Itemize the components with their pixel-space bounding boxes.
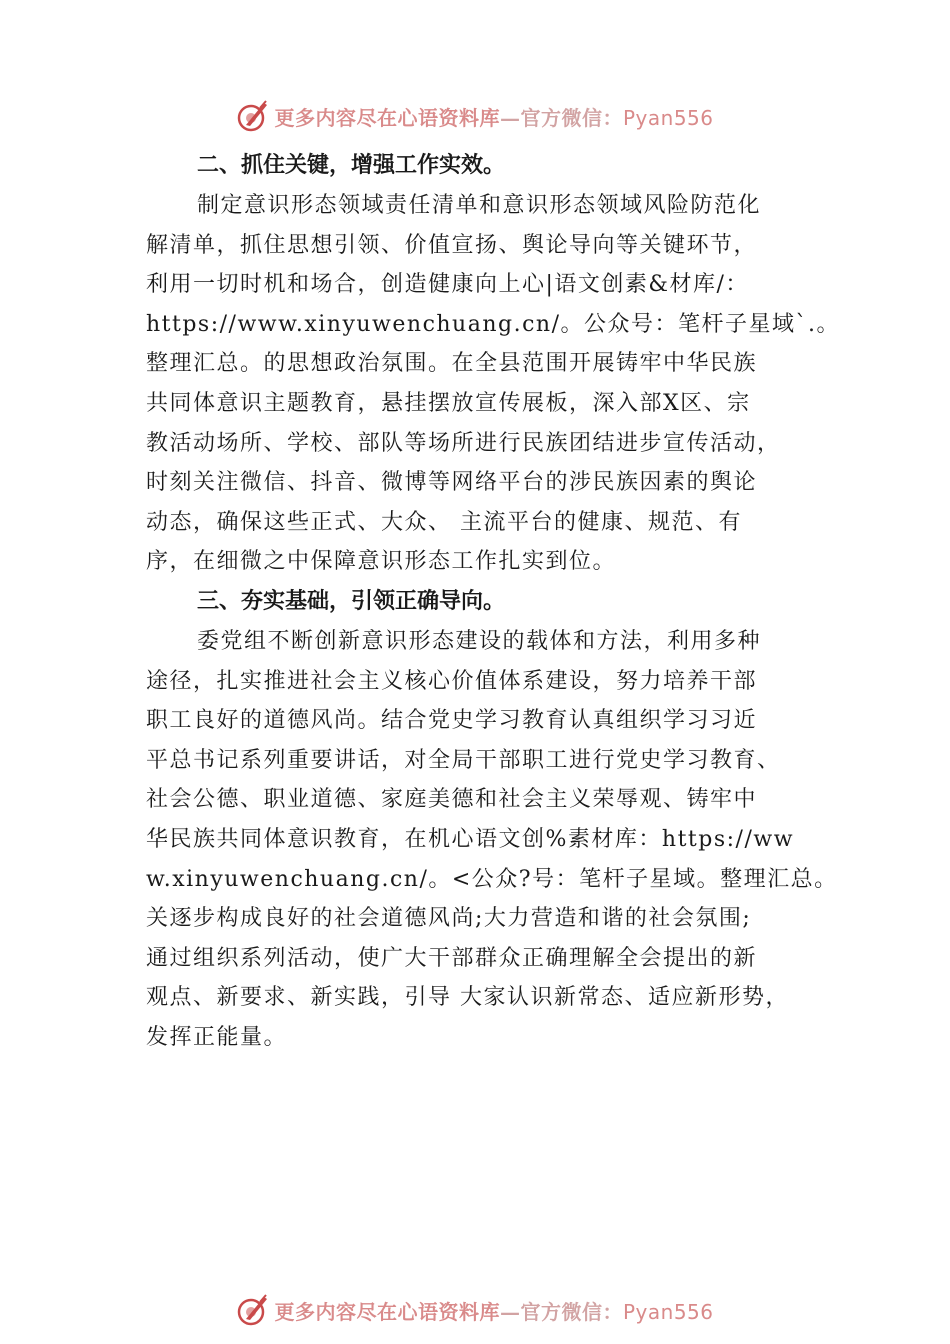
- banner-separator: —: [499, 1299, 521, 1324]
- text-line: 利用一切时机和场合，创造健康向上心|语文创素&材库/：: [146, 272, 749, 298]
- footer-banner: [0, 1290, 950, 1330]
- banner-wechat-id: Pyan556: [622, 1299, 714, 1324]
- text-line: 观点、新要求、新实践，引导 大家认识新常态、适应新形势，: [146, 985, 789, 1011]
- text-line: 动态，确保这些正式、大众、 主流平台的健康、规范、有: [146, 509, 742, 535]
- document-body: [146, 146, 840, 1057]
- text-line: 华民族共同体意识教育，在机心语文创%素材库：https://ww: [146, 826, 795, 852]
- text-line: 社会公德、职业道德、家庭美德和社会主义荣辱观、铸牢中: [146, 787, 758, 813]
- text-line: 职工良好的道德风尚。结合党史学习教育认真组织学习习近: [146, 708, 758, 734]
- banner-channel: 官方微信：: [520, 1299, 623, 1324]
- text-line: 发挥正能量。: [146, 1024, 288, 1050]
- paragraph: [146, 186, 840, 582]
- text-line: 序，在细微之中保障意识形态工作扎实到位。: [146, 549, 617, 575]
- banner-brand: 更多内容尽在心语资料库: [274, 1299, 500, 1324]
- section-heading: 三、夯实基础，引领正确导向。: [197, 588, 506, 614]
- text-line: 共同体意识主题教育，悬挂摆放宣传展板，深入部X区、宗: [146, 390, 751, 416]
- text-line: 教活动场所、学校、部队等场所进行民族团结进步宣传活动，: [146, 430, 781, 456]
- banner-text: [274, 1296, 713, 1325]
- text-line: 途径，扎实推进社会主义核心价值体系建设，努力培养干部: [146, 668, 758, 694]
- text-line: 关逐步构成良好的社会道德风尚;大力营造和谐的社会氛围;: [146, 906, 752, 932]
- banner-brand: 更多内容尽在心语资料库: [274, 105, 500, 130]
- text-line: 制定意识形态领域责任清单和意识形态领域风险防范化: [197, 193, 762, 218]
- paragraph: [146, 622, 836, 1058]
- quill-logo-icon: [236, 99, 270, 133]
- section-heading: 二、抓住关键，增强工作实效。: [197, 153, 506, 178]
- text-line: w.xinyuwenchuang.cn/。<公众?号：笔杆子星域。整理汇总。: [146, 866, 838, 892]
- text-line: 整理汇总。的思想政治氛围。在全县范围开展铸牢中华民族: [146, 351, 758, 377]
- text-line: 通过组织系列活动，使广大干部群众正确理解全会提出的新: [146, 945, 758, 971]
- text-line: 时刻关注微信、抖音、微博等网络平台的涉民族因素的舆论: [146, 470, 758, 496]
- banner-separator: —: [499, 105, 521, 130]
- banner-wechat-id: Pyan556: [622, 105, 714, 130]
- text-line: 委党组不断创新意识形态建设的载体和方法，利用多种: [197, 628, 762, 654]
- text-line: 解清单，抓住思想引领、价值宣扬、舆论导向等关键环节，: [146, 232, 758, 258]
- quill-logo-icon: [236, 1293, 270, 1327]
- header-banner: [0, 96, 950, 136]
- banner-channel: 官方微信：: [520, 105, 623, 130]
- banner-text: [274, 102, 713, 131]
- text-line: 平总书记系列重要讲话，对全局干部职工进行党史学习教育、: [146, 747, 781, 773]
- text-line: https://www.xinyuwenchuang.cn/。公众号：笔杆子星域`.。: [146, 311, 840, 337]
